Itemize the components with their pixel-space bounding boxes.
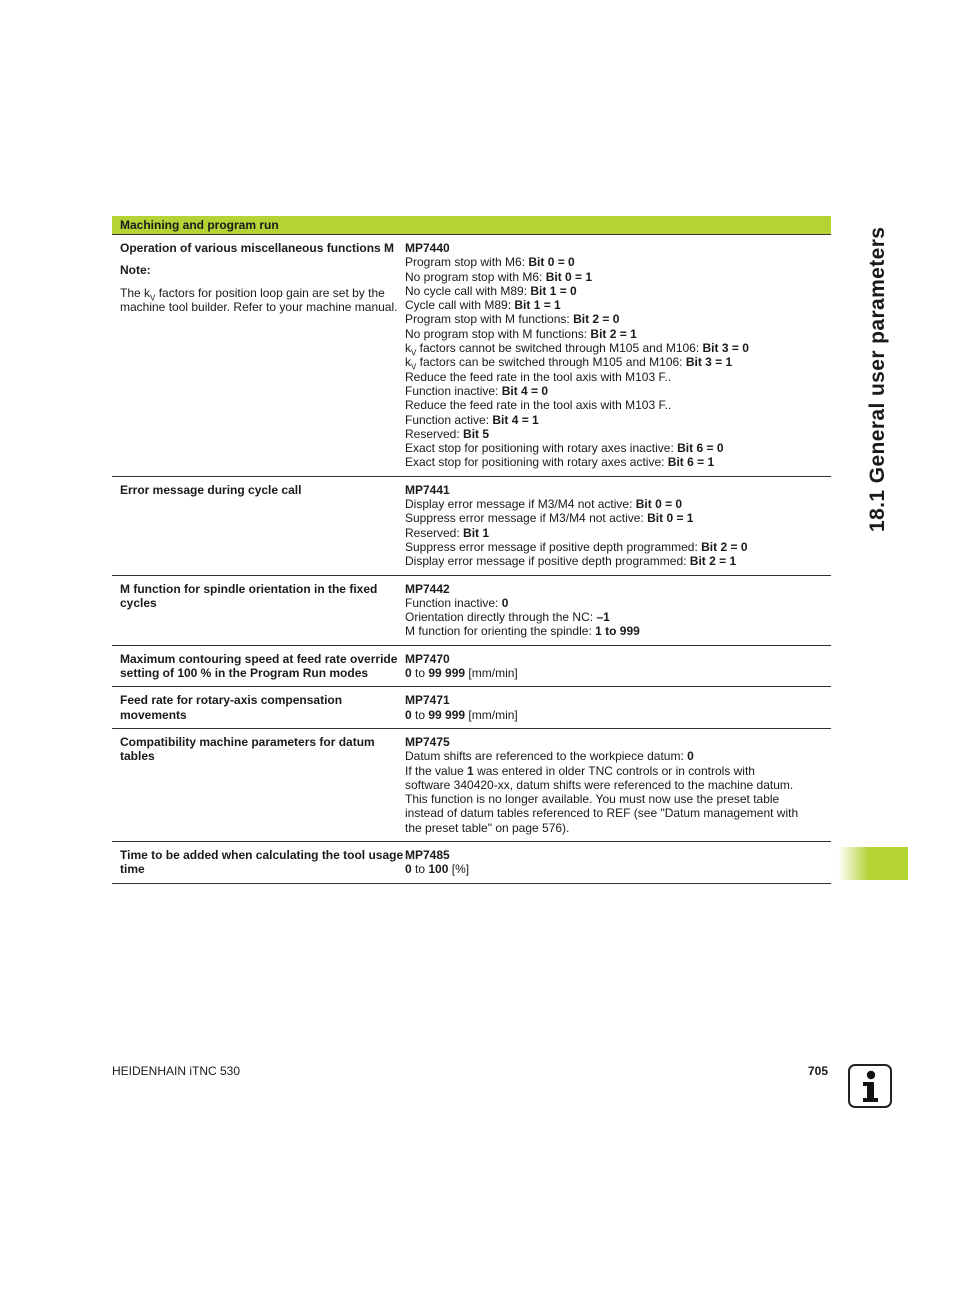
value-line: Display error message if M3/M4 not active: Bit 0 = 0 bbox=[405, 497, 683, 512]
value-line: Suppress error message if M3/M4 not active: Bit 0 = 1 bbox=[405, 511, 694, 526]
row-value-cell bbox=[405, 483, 831, 569]
param-title: Operation of various miscellaneous functions M bbox=[120, 241, 395, 255]
row-label-cell bbox=[112, 693, 405, 722]
value-range: 0 to 99 999 [mm/min] bbox=[405, 666, 518, 681]
value-line: Function inactive: 0 bbox=[405, 595, 509, 610]
param-title: Compatibility machine parameters for datum tables bbox=[120, 734, 375, 764]
parameter-table bbox=[112, 216, 831, 884]
param-number: MP7485 bbox=[405, 847, 450, 862]
param-title: Time to be added when calculating the tool usage time bbox=[120, 847, 404, 877]
param-title: Maximum contouring speed at feed rate override setting of 100 % in the Program Run modes bbox=[120, 651, 398, 681]
value-line: If the value 1 was entered in older TNC controls or in controls with bbox=[405, 763, 755, 778]
value-line: Program stop with M6: Bit 0 = 0 bbox=[405, 255, 575, 270]
value-line: Reserved: Bit 5 bbox=[405, 426, 490, 441]
param-title: M function for spindle orientation in the fixed cycles bbox=[120, 581, 378, 610]
note-label: Note: bbox=[120, 263, 151, 278]
param-number: MP7471 bbox=[405, 693, 450, 708]
param-number: MP7470 bbox=[405, 651, 450, 666]
table-row bbox=[112, 729, 831, 842]
chapter-tab bbox=[838, 847, 908, 880]
row-label-cell bbox=[112, 848, 405, 877]
section-title: 18.1 General user parameters bbox=[866, 226, 889, 532]
param-title: Feed rate for rotary-axis compensation movements bbox=[120, 693, 343, 722]
param-number: MP7442 bbox=[405, 581, 450, 596]
row-label-cell bbox=[112, 652, 405, 681]
table-row bbox=[112, 477, 831, 576]
value-range: 0 to 99 999 [mm/min] bbox=[405, 707, 518, 722]
value-line: Cycle call with M89: Bit 1 = 1 bbox=[405, 298, 561, 313]
value-line: Reduce the feed rate in the tool axis with M103 F.. bbox=[405, 398, 672, 413]
row-label-cell bbox=[112, 241, 405, 470]
value-line: Program stop with M functions: Bit 2 = 0 bbox=[405, 312, 620, 327]
value-line: Function active: Bit 4 = 1 bbox=[405, 412, 539, 427]
value-line: $k_V$ factors can be switched through M105 and M106: Bit 3 = 1 bbox=[405, 355, 733, 372]
param-number: MP7441 bbox=[405, 482, 450, 497]
row-label-cell bbox=[112, 483, 405, 569]
info-icon bbox=[848, 1064, 892, 1108]
table-row bbox=[112, 576, 831, 646]
value-line: Reduce the feed rate in the tool axis with M103 F.. bbox=[405, 369, 672, 384]
value-line: No cycle call with M89: Bit 1 = 0 bbox=[405, 283, 577, 298]
table-row bbox=[112, 646, 831, 688]
value-line: the preset table" on page 576). bbox=[405, 820, 570, 835]
value-line: Suppress error message if positive depth programmed: Bit 2 = 0 bbox=[405, 539, 748, 554]
table-row bbox=[112, 842, 831, 884]
row-value-cell bbox=[405, 693, 831, 722]
value-line: $k_V$ factors cannot be switched through M105 and M106: Bit 3 = 0 bbox=[405, 341, 749, 358]
value-line: M function for orienting the spindle: 1 to 999 bbox=[405, 624, 640, 639]
page-number: 705 bbox=[808, 1064, 829, 1078]
row-value-cell bbox=[405, 241, 831, 470]
param-title: Error message during cycle call bbox=[120, 482, 302, 497]
param-number: MP7440 bbox=[405, 241, 450, 255]
value-line: Datum shifts are referenced to the workpiece datum: 0 bbox=[405, 749, 694, 764]
param-number: MP7475 bbox=[405, 734, 450, 749]
value-line: No program stop with M6: Bit 0 = 1 bbox=[405, 269, 593, 284]
value-line: Exact stop for positioning with rotary axes active: Bit 6 = 1 bbox=[405, 455, 715, 470]
table-row bbox=[112, 687, 831, 729]
note-text: The $k_V$ factors for position loop gain are set by the machine tool builder. Refer to your machine manual. bbox=[120, 285, 398, 314]
value-line: Exact stop for positioning with rotary axes inactive: Bit 6 = 0 bbox=[405, 441, 724, 456]
value-line: Orientation directly through the NC: –1 bbox=[405, 610, 610, 625]
row-value-cell bbox=[405, 735, 831, 835]
table-row bbox=[112, 235, 831, 477]
value-line: instead of datum tables referenced to REF (see "Datum management with bbox=[405, 806, 799, 821]
row-value-cell bbox=[405, 582, 831, 639]
row-value-cell bbox=[405, 848, 831, 877]
value-line: Reserved: Bit 1 bbox=[405, 525, 490, 540]
info-icon-glyph bbox=[850, 1066, 890, 1106]
footer-manual-name: HEIDENHAIN iTNC 530 bbox=[112, 1064, 241, 1078]
row-label-cell bbox=[112, 735, 405, 835]
value-range: 0 to 100 [%] bbox=[405, 862, 470, 877]
row-value-cell bbox=[405, 652, 831, 681]
value-line: This function is no longer available. You must now use the preset table bbox=[405, 792, 780, 807]
value-line: Display error message if positive depth programmed: Bit 2 = 1 bbox=[405, 554, 737, 569]
row-label-cell bbox=[112, 582, 405, 639]
value-line: software 340420-xx, datum shifts were referenced to the machine datum. bbox=[405, 777, 794, 792]
table-header: Machining and program run bbox=[112, 216, 831, 235]
value-line: Function inactive: Bit 4 = 0 bbox=[405, 383, 549, 398]
value-line: No program stop with M functions: Bit 2 = 1 bbox=[405, 326, 637, 341]
